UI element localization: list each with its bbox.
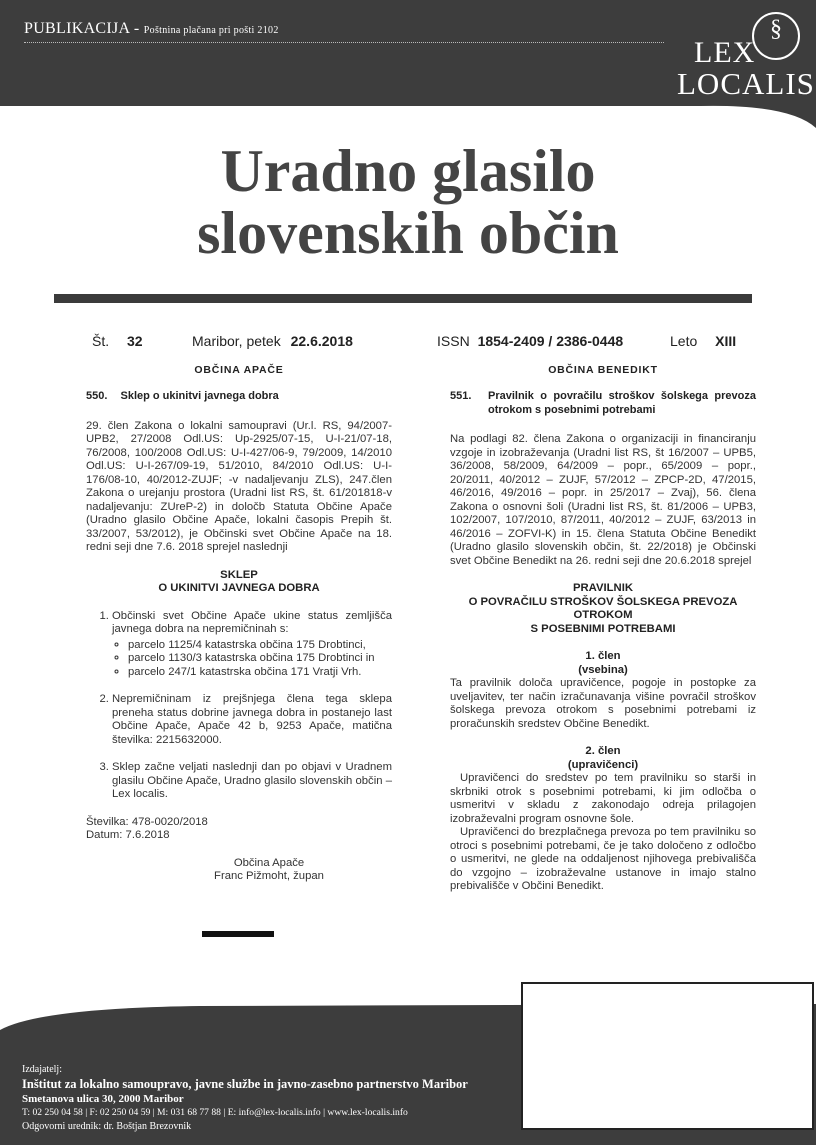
issue-year — [670, 333, 736, 349]
left-column — [86, 390, 392, 884]
right-heading-3: S POSEBNIMI POTREBAMI — [530, 622, 676, 635]
publisher-address: Smetanova ulica 30, 2000 Maribor — [22, 1093, 184, 1105]
postage-text: Poštnina plačana pri pošti 2102 — [143, 25, 279, 36]
article-1-name: (vsebina) — [578, 663, 628, 676]
article-2-paragraph-2: Upravičenci do brezplačnega prevoza po tem pravilniku so otroci s posebnimi potrebami, če je tako določeno z odločbo o usmeritvi, ne glede na oddaljenost njihovega prebivališča do vzgojno – izobraževalne ustanove in imajo stalno prebivališče v Občini Benedikt. — [450, 826, 756, 892]
left-act-number: 550. — [86, 390, 108, 402]
left-intro: 29. člen Zakona o lokalni samoupravi (Ur.l. RS, 94/2007-UPB2, 27/2008 Odl.US: Up-2925/07-15, U-I-21/07-18, 76/2008, 100/2008 Odl.US: U-I-427/06-9, 79/2009, 14/2010 Odl.US: U-I-267/09-19, 51/2010, 84/2010 Odl.US: U-I-176/08-10, 40/2012-ZUJF; -v nadaljevanju ZLS), 247.člen Zakona o urejanju prostora (Uradni list RS, št. 61/201818-v nadaljevanju: ZUreP-2) in določb Statuta Občine Apače (Uradno glasilo Občine Apače, lokalni časopis Prepih št. 33/2007, 53/2012), je Občinski svet Občine Apače na 18. redni seji dne 7.6. 2018 sprejel naslednji — [86, 419, 392, 553]
parcel-list — [112, 639, 392, 680]
left-heading — [86, 569, 392, 596]
list-item: 3. Sklep začne veljati naslednji dan po objavi v Uradnem glasilu Občine Apače, Uradno glasilo slovenskih občin – Lex localis. — [112, 761, 392, 802]
issue-date — [192, 333, 353, 349]
left-act-heading — [86, 390, 392, 404]
left-signature — [86, 857, 392, 884]
logo-lex: LEX — [694, 36, 756, 69]
right-intro: Na podlagi 82. člena Zakona o organizaciji in financiranju vzgoje in izobraževanja (Uradni list RS, št 16/2007 – UPB5, 36/2008, 58/2009, 64/2009 – popr., 65/2009 – popr., 20/2011, 40/2012 – ZUJF, 57/2012 – ZPCP-2D, 47/2015, 46/2016, 49/2016 – popr. in 25/2017 – Zvaj), 56. člena Zakona o osnovni šoli (Uradni list RS, št. 81/2006 – UPB3, 102/2007, 107/2010, 87/2011, 40/2012 – ZUJF, 63/2013 in 46/2016 – ZOFVI-K) in 15. člena Statuta Občine Benedikt (Uradno glasilo slovenskih občin, št. 22/2018) je Občinski svet Občine Benedikt na 26. redni seji dne 20.6.2018 sprejel — [450, 433, 756, 567]
year-label: Leto — [670, 333, 698, 349]
issue-number-label: Št. — [92, 333, 110, 349]
issue-number-value: 32 — [127, 333, 143, 349]
ref-number: Številka: 478-0020/2018 — [86, 815, 208, 828]
list-item: 2. Nepremičninam iz prejšnjega člena tega sklepa preneha status dobrine javnega dobra in postanejo last Občine Apače, Apače 42 b, 9253 Apače, matična številka: 2215632000. — [112, 693, 392, 747]
left-items — [86, 610, 392, 802]
issue-date-value: 22.6.2018 — [290, 333, 353, 349]
header-divider — [24, 42, 664, 43]
left-heading-2: O UKINITVI JAVNEGA DOBRA — [158, 582, 320, 594]
list-item: ◦ parcelo 1130/3 katastrska občina 175 Drobtinci in — [128, 652, 392, 666]
right-heading — [450, 582, 756, 636]
stamp-box — [521, 982, 814, 1130]
issn-label: ISSN — [437, 333, 470, 349]
right-municipality: OBČINA BENEDIKT — [548, 364, 658, 376]
article-2-name: (upravičenci) — [567, 758, 639, 771]
list-item: ◦ parcelo 1125/4 katastrska občina 175 Drobtinci, — [128, 639, 392, 653]
publisher-name: Inštitut za lokalno samoupravo, javne službe in javno-zasebno partnerstvo Maribor — [22, 1077, 468, 1091]
logo-symbol: § — [770, 16, 782, 42]
list-item — [112, 610, 392, 680]
right-act-number: 551. — [450, 390, 472, 402]
publication-text: PUBLIKACIJA - — [24, 20, 140, 37]
issue-number — [92, 333, 143, 349]
publisher-contacts: T: 02 250 04 58 | F: 02 250 04 59 | M: 031 68 77 88 | E: info@lex-localis.info | www.lex-localis.info — [22, 1107, 408, 1118]
article-2-paragraph-1: Upravičenci do sredstev po tem pravilniku so starši in skrbniki otrok s posebnimi potrebami, ki jim odločba o usmeritvi v skladu z zakonodajo odreja prilagojen izobraževalni program osnovne šole. — [450, 772, 756, 825]
article-1-number: 1. člen — [585, 650, 621, 662]
issue-place: Maribor, petek — [192, 333, 281, 349]
signer-name: Franc Pižmoht, župan — [214, 870, 324, 882]
list-item: ◦ parcelo 247/1 katastrska občina 171 Vratji Vrh. — [128, 666, 392, 680]
article-1-heading — [450, 650, 756, 677]
issue-issn — [437, 333, 623, 349]
left-municipality: OBČINA APAČE — [194, 364, 284, 376]
publication-label — [24, 20, 279, 38]
page-title — [60, 140, 756, 264]
item-1-text: Občinski svet Občine Apače ukine status zemljišča javnega dobra na nepremičninah s: — [112, 609, 392, 635]
right-heading-2: O POVRAČILU STROŠKOV ŠOLSKEGA PREVOZA OTROKOM — [468, 595, 738, 621]
editor-line: Odgovorni urednik: dr. Boštjan Brezovnik — [22, 1121, 192, 1132]
title-rule — [54, 294, 752, 303]
issn-value: 1854-2409 / 2386-0448 — [477, 333, 624, 349]
left-act-title: Sklep o ukinitvi javnega dobra — [120, 390, 279, 402]
logo-localis: LOCALIS — [677, 66, 815, 101]
article-2-heading — [450, 745, 756, 772]
ref-date: Datum: 7.6.2018 — [86, 829, 170, 841]
end-bar — [202, 931, 274, 937]
publisher-label: Izdajatelj: — [22, 1064, 62, 1075]
right-act-heading — [450, 390, 756, 417]
left-reference — [86, 816, 392, 843]
article-2-number: 2. člen — [585, 745, 621, 757]
title-line-1: Uradno glasilo — [220, 138, 596, 204]
left-heading-1: SKLEP — [220, 568, 258, 581]
right-column — [450, 390, 756, 894]
year-value: XIII — [715, 333, 737, 349]
right-act-title: Pravilnik o povračilu stroškov šolskega prevoza otrokom s posebnimi potrebami — [488, 390, 756, 416]
right-heading-1: PRAVILNIK — [572, 582, 634, 594]
title-line-2: slovenskih občin — [197, 200, 619, 266]
signer-org: Občina Apače — [233, 856, 305, 869]
article-1-text: Ta pravilnik določa upravičence, pogoje in postopke za uveljavitev, ter način izračunavanja višine povračil stroškov šolskega prevoza otrokom s posebnimi potrebami iz proračunskih sredstev Občine Benedikt. — [450, 677, 756, 730]
